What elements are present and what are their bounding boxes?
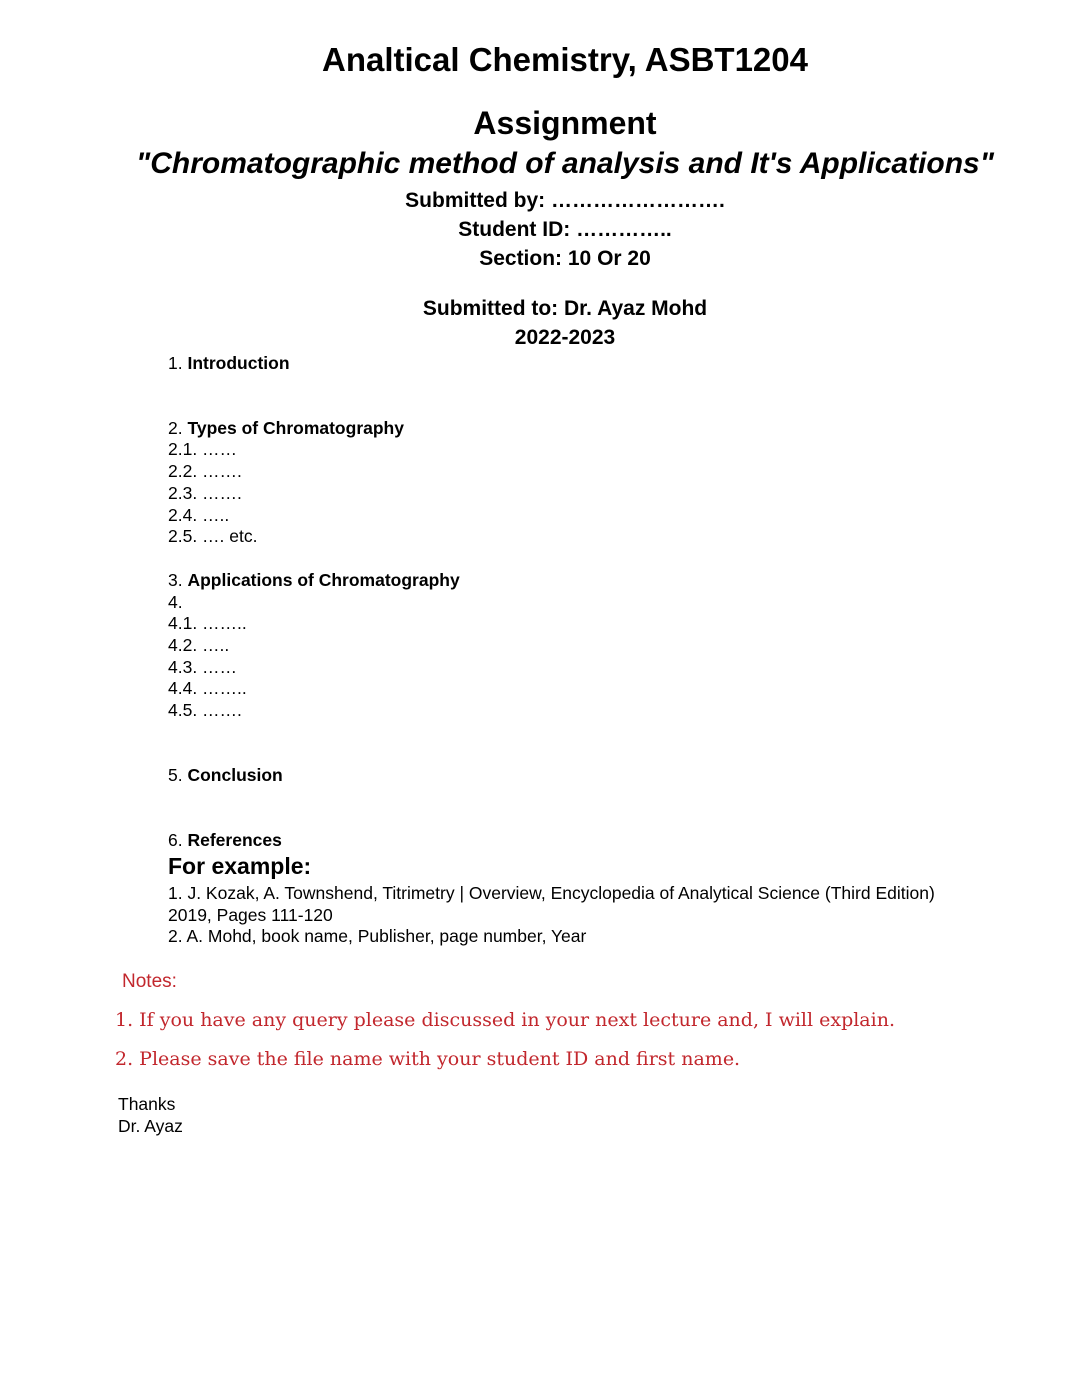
outline-subitem: 2.1. …… [168,439,238,460]
outline-subitem: 4. [168,591,183,612]
outline-title: Conclusion [187,764,283,785]
outline-subitem: 2.3. ……. [168,482,242,503]
outline-number: 5. [168,764,188,785]
notes-label: Notes: [122,970,177,992]
submitted-by-line: Submitted by: ……………………. [405,189,725,212]
outline [168,353,1030,851]
submitted-to-block [100,294,1030,352]
submitted-to-line: Submitted to: Dr. Ayaz Mohd [422,297,708,320]
outline-subitem: 4.5. ……. [168,700,242,721]
outline-number: 2. [168,417,188,438]
outline-title: Types of Chromatography [187,417,404,438]
outline-item-references [168,830,1030,852]
assignment-heading: Assignment [473,105,657,141]
outline-item-introduction [168,353,1030,375]
outline-title: Applications of Chromatography [187,569,460,590]
for-example-heading: For example: [168,853,312,880]
outline-subitem: 2.5. …. etc. [168,526,258,547]
note-item: 2. Please save the file name with your student ID and first name. [115,1047,741,1070]
topic-title: "Chromatographic method of analysis and It's Applications" [136,147,994,180]
outline-subitem: 4.1. …….. [168,613,247,634]
outline-number: 1. [168,353,188,373]
reference-entry: 1. J. Kozak, A. Townshend, Titrimetry | Overview, Encyclopedia of Analytical Science (Third Edition) 2019, Pages 111-120 [168,883,935,925]
outline-item-applications [168,570,1030,592]
outline-item-conclusion [168,765,1030,787]
student-id-line: Student ID: ………….. [458,218,672,241]
outline-subitem: 2.4. ….. [168,504,230,525]
signoff-name: Dr. Ayaz [118,1115,183,1136]
outline-item-types [168,418,1030,440]
section-line: Section: 10 Or 20 [479,247,651,270]
notes-section [115,970,1030,1071]
outline-title: Introduction [187,353,290,373]
page-title: Analtical Chemistry, ASBT1204 [321,41,808,78]
submission-info-block [100,186,1030,273]
outline-subitem: 4.4. …….. [168,678,247,699]
note-item: 1. If you have any query please discussed in your next lecture and, I will explain. [115,1008,895,1031]
outline-number: 6. [168,829,188,850]
outline-title: References [187,829,282,850]
academic-year-line: 2022-2023 [514,326,616,349]
signoff-thanks: Thanks [118,1093,176,1114]
reference-entry: 2. A. Mohd, book name, Publisher, page number, Year [168,926,587,947]
outline-subitem: 2.2. ……. [168,461,242,482]
reference-list [168,883,983,948]
outline-number: 3. [168,569,188,590]
outline-subitem: 4.3. …… [168,656,238,677]
signoff-block [118,1093,1030,1137]
outline-subitem: 4.2. ….. [168,635,230,656]
